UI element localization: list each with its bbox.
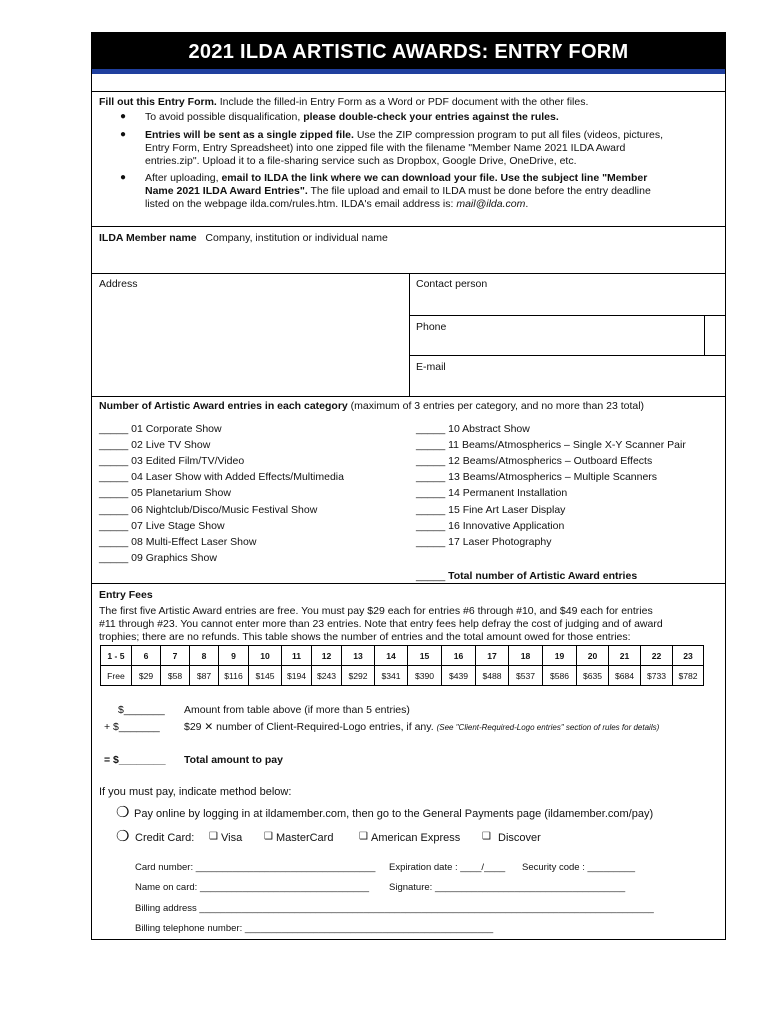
payment-intro: If you must pay, indicate method below: [99,786,292,798]
category-label: 15 Fine Art Laser Display [448,503,566,516]
fees-table-value-cell: $29 [132,666,161,686]
category-label: 12 Beams/Atmospherics – Outboard Effects [448,455,653,468]
credit-card-label: Credit Card: [135,832,195,844]
fees-table-header-cell: 19 [543,646,577,666]
fees-table-header-cell: 16 [442,646,476,666]
logo-entries-label: $29 ✕ number of Client-Required-Logo entries, if any. (See "Client-Required-Logo entries" section of rules for details) [184,721,660,733]
total-amount-blank[interactable]: = $________ [104,754,166,766]
name-on-card-field[interactable]: Name on card: ________________________________ [135,882,370,893]
fees-table [100,645,704,686]
discover-checkbox[interactable]: ❑ [482,831,491,842]
fees-table-header-cell: 7 [161,646,190,666]
divider [409,315,725,316]
category-label: 02 Live TV Show [131,439,211,452]
fees-table-header-cell: 11 [282,646,312,666]
instruction-rules: To avoid possible disqualification, please double-check your entries against the rules. [145,111,559,123]
category-label: 16 Innovative Application [448,519,565,532]
bullet-icon: ● [120,172,127,183]
signature-field[interactable]: Signature: ____________________________________ [389,882,626,893]
fees-table-value-cell: $243 [312,666,342,686]
category-blank[interactable]: _____ [99,439,129,452]
category-label: 05 Planetarium Show [131,487,231,500]
category-entry[interactable] [416,439,686,452]
divider [92,226,725,227]
fees-table-value-cell: $586 [543,666,577,686]
fees-table-header-cell: 12 [312,646,342,666]
security-code-field[interactable]: Security code : _________ [522,862,636,873]
fees-paragraph-l1: The first five Artistic Award entries are free. You must pay $29 each for entries #6 through #10, and $49 each for entries [99,605,653,617]
mastercard-checkbox[interactable]: ❑ [264,831,273,842]
contact-person-field[interactable]: Contact person [416,278,488,290]
category-label: 17 Laser Photography [448,535,552,548]
fees-table-value-cell: $194 [282,666,312,686]
category-entry[interactable] [416,504,565,517]
discover-label: Discover [498,832,541,844]
mastercard-label: MasterCard [276,832,334,844]
fees-table-header-cell: 18 [509,646,543,666]
category-entry[interactable] [416,520,564,533]
category-entry[interactable] [99,552,217,565]
fees-table-header-cell: 20 [577,646,609,666]
category-blank[interactable]: _____ [99,551,129,564]
email-field[interactable]: E-mail [416,361,446,373]
category-label: 07 Live Stage Show [131,519,225,532]
credit-card-radio[interactable]: ❍ [116,828,130,845]
pay-online-radio[interactable]: ❍ [116,804,130,821]
category-blank[interactable]: _____ [416,439,446,452]
category-blank[interactable]: _____ [416,455,446,468]
divider [92,396,725,397]
category-entry[interactable] [99,487,231,500]
categories-heading: Number of Artistic Award entries in each category (maximum of 3 entries per category, and no more than 23 total) [99,400,645,412]
category-entry[interactable] [99,520,225,533]
title-spacer [92,74,725,92]
category-entry[interactable] [99,439,210,452]
visa-label: Visa [221,832,243,844]
divider [704,315,705,355]
category-label: 04 Laser Show with Added Effects/Multimedia [131,471,344,484]
pay-online-label: Pay online by logging in at ildamember.com, then go to the General Payments page (ildamember.com/pay) [134,808,654,820]
billing-telephone-field[interactable]: Billing telephone number: _______________________________________________ [135,923,494,934]
entry-fees-heading: Entry Fees [99,589,153,601]
category-entry[interactable] [416,536,551,549]
visa-checkbox[interactable]: ❑ [209,831,218,842]
fees-table-value-cell: $341 [375,666,408,686]
fees-table-header-cell: 14 [375,646,408,666]
fees-table-value-cell: $733 [641,666,673,686]
category-blank[interactable]: _____ [99,519,129,532]
category-blank[interactable]: _____ [416,535,446,548]
instruction-email-l3: listed on the webpage ilda.com/rules.htm. ILDA's email address is: mail@ilda.com. [145,198,529,210]
category-entry[interactable] [416,487,567,500]
category-entry[interactable] [99,455,244,468]
category-label: 14 Permanent Installation [448,487,568,500]
fees-table-value-cell: $684 [609,666,641,686]
divider [409,355,725,356]
card-number-field[interactable]: Card number: __________________________________ [135,862,376,873]
expiration-date-field[interactable]: Expiration date : ____/____ [389,862,506,873]
category-blank[interactable]: _____ [416,519,446,532]
member-name-field[interactable]: ILDA Member name Company, institution or individual name [99,232,388,244]
category-label: 10 Abstract Show [448,423,530,435]
instruction-zip-l2: Entry Form, Entry Spreadsheet) into one zipped file with the filename "Member Name 2021 ILDA Award [145,142,626,154]
category-entry[interactable] [99,423,222,436]
fees-table-value-cell: $635 [577,666,609,686]
total-amount-label: Total amount to pay [184,754,283,766]
category-entry[interactable] [416,471,657,484]
fees-table-header-cell: 6 [132,646,161,666]
instruction-zip-l1: Entries will be sent as a single zipped file. Use the ZIP compression program to put all files (videos, pictures, [145,129,664,141]
fees-table-value-cell: $145 [249,666,282,686]
category-blank[interactable]: _____ [416,503,446,516]
fees-table-header-cell: 1 - 5 [101,646,132,666]
bullet-icon: ● [120,111,127,122]
amount-from-table-blank[interactable]: $_______ [118,704,165,716]
instructions-lead: Fill out this Entry Form. Include the filled-in Entry Form as a Word or PDF document with the other files. [99,96,589,108]
category-entry[interactable] [99,536,256,549]
fees-table-value-cell: $390 [408,666,442,686]
fees-table-value-cell: $116 [219,666,249,686]
fees-table-header-cell: 17 [476,646,509,666]
fees-table-header-cell: 21 [609,646,641,666]
divider [92,583,725,584]
category-entry[interactable] [416,455,652,468]
divider [409,273,410,396]
fees-table-header-cell: 23 [673,646,704,666]
category-blank[interactable]: _____ [99,487,129,500]
fees-table-value-cell: $488 [476,666,509,686]
category-blank[interactable]: _____ [416,487,446,500]
fees-table-header-cell: 13 [342,646,375,666]
category-entry[interactable] [416,423,530,436]
form-title: 2021 ILDA ARTISTIC AWARDS: ENTRY FORM [92,33,725,69]
phone-field[interactable]: Phone [416,321,447,333]
fees-table-value-cell: $58 [161,666,190,686]
entry-form [91,32,726,940]
fees-table-value-cell: $292 [342,666,375,686]
category-label: 01 Corporate Show [131,423,222,435]
fees-table-value-cell: $782 [673,666,704,686]
instruction-email-l1: After uploading, email to ILDA the link where we can download your file. Use the subject line "Member [145,172,648,184]
amex-checkbox[interactable]: ❑ [359,831,368,842]
fees-table-value-row [101,666,704,686]
amount-from-table-label: Amount from table above (if more than 5 entries) [184,704,410,716]
amex-label: American Express [371,832,461,844]
total-entries-field[interactable]: _____ Total number of Artistic Award entries [416,570,638,582]
category-blank[interactable]: _____ [99,535,129,548]
category-label: 11 Beams/Atmospherics – Single X-Y Scanner Pair [448,439,686,452]
category-label: 06 Nightclub/Disco/Music Festival Show [131,503,318,516]
billing-address-field[interactable]: Billing address ______________________________________________________________________________________ [135,903,654,914]
category-blank[interactable]: _____ [99,455,129,468]
fees-table-header-cell: 22 [641,646,673,666]
category-blank[interactable]: _____ [416,423,446,435]
fees-table-value-cell: $439 [442,666,476,686]
instruction-zip-l3: entries.zip". Upload it to a file-sharing service such as Dropbox, Google Drive, OneDrive, etc. [145,155,577,167]
category-blank[interactable]: _____ [99,471,129,484]
fees-paragraph-l2: #11 through #23. You cannot enter more than 23 entries. Note that entry fees help defray the cost of judging and of award [99,618,663,630]
fees-table-value-cell: Free [101,666,132,686]
category-entry[interactable] [99,471,344,484]
fees-table-header-row [101,646,704,666]
category-label: 09 Graphics Show [131,551,217,564]
fees-table-value-cell: $537 [509,666,543,686]
address-field[interactable]: Address [99,278,138,290]
logo-entries-blank[interactable]: + $_______ [104,721,160,733]
fees-table-header-cell: 9 [219,646,249,666]
fees-table-header-cell: 10 [249,646,282,666]
fees-table-header-cell: 15 [408,646,442,666]
instruction-email-l2: Name 2021 ILDA Award Entries". The file upload and email to ILDA must be done before the entry deadline [145,185,651,197]
bullet-icon: ● [120,129,127,140]
fees-paragraph-l3: trophies; there are no refunds. This table shows the number of entries and the total amount owed for those entries: [99,631,631,643]
fees-table-header-cell: 8 [190,646,219,666]
category-blank[interactable]: _____ [99,503,129,516]
fees-table-value-cell: $87 [190,666,219,686]
category-blank[interactable]: _____ [416,471,446,484]
category-entry[interactable] [99,504,317,517]
category-label: 08 Multi-Effect Laser Show [131,535,257,548]
category-label: 03 Edited Film/TV/Video [131,455,245,468]
category-label: 13 Beams/Atmospherics – Multiple Scanners [448,471,658,484]
category-blank[interactable]: _____ [99,423,129,435]
